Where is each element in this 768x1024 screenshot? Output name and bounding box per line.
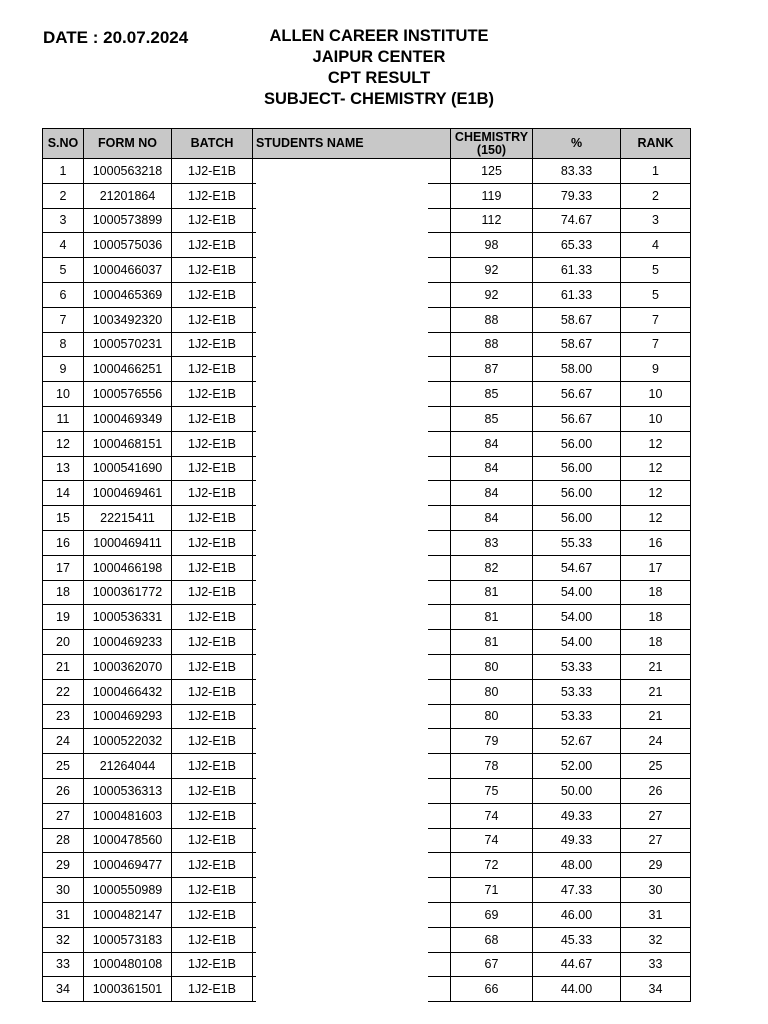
cell-form-no: 1000362070: [84, 654, 172, 679]
cell-batch: 1J2-E1B: [172, 431, 253, 456]
cell-sno: 16: [43, 530, 84, 555]
cell-sno: 29: [43, 853, 84, 878]
cell-sno: 13: [43, 456, 84, 481]
cell-sno: 31: [43, 902, 84, 927]
cell-batch: 1J2-E1B: [172, 878, 253, 903]
cell-chemistry-marks: 83: [451, 530, 533, 555]
col-header-batch: BATCH: [172, 129, 253, 159]
center-name: JAIPUR CENTER: [312, 48, 446, 66]
table-header-row: [43, 129, 691, 159]
cell-batch: 1J2-E1B: [172, 630, 253, 655]
cell-sno: 14: [43, 481, 84, 506]
cell-chemistry-marks: 84: [451, 431, 533, 456]
cell-rank: 33: [621, 952, 691, 977]
cell-form-no: 1000469477: [84, 853, 172, 878]
cell-sno: 26: [43, 778, 84, 803]
cell-sno: 25: [43, 754, 84, 779]
cell-rank: 7: [621, 332, 691, 357]
cell-form-no: 1000576556: [84, 382, 172, 407]
cell-percent: 47.33: [533, 878, 621, 903]
cell-form-no: 1000481603: [84, 803, 172, 828]
cell-batch: 1J2-E1B: [172, 481, 253, 506]
cell-sno: 28: [43, 828, 84, 853]
cell-form-no: 1000469411: [84, 530, 172, 555]
cell-chemistry-marks: 72: [451, 853, 533, 878]
cell-rank: 25: [621, 754, 691, 779]
cell-sno: 17: [43, 555, 84, 580]
cell-percent: 56.67: [533, 406, 621, 431]
cell-batch: 1J2-E1B: [172, 233, 253, 258]
cell-form-no: 1000541690: [84, 456, 172, 481]
cell-batch: 1J2-E1B: [172, 902, 253, 927]
cell-form-no: 1000536313: [84, 778, 172, 803]
cell-percent: 49.33: [533, 803, 621, 828]
cell-percent: 74.67: [533, 208, 621, 233]
cell-percent: 44.00: [533, 977, 621, 1002]
cell-rank: 10: [621, 406, 691, 431]
cell-sno: 7: [43, 307, 84, 332]
cell-chemistry-marks: 92: [451, 282, 533, 307]
cell-chemistry-marks: 88: [451, 307, 533, 332]
cell-sno: 4: [43, 233, 84, 258]
cell-form-no: 1000570231: [84, 332, 172, 357]
cell-chemistry-marks: 98: [451, 233, 533, 258]
cell-chemistry-marks: 81: [451, 580, 533, 605]
cell-form-no: 22215411: [84, 506, 172, 531]
cell-sno: 22: [43, 679, 84, 704]
cell-batch: 1J2-E1B: [172, 778, 253, 803]
cell-percent: 83.33: [533, 159, 621, 184]
cell-percent: 54.00: [533, 605, 621, 630]
cell-batch: 1J2-E1B: [172, 704, 253, 729]
cell-batch: 1J2-E1B: [172, 406, 253, 431]
cell-chemistry-marks: 125: [451, 159, 533, 184]
cell-percent: 53.33: [533, 654, 621, 679]
cell-rank: 3: [621, 208, 691, 233]
cell-percent: 54.00: [533, 630, 621, 655]
cell-sno: 5: [43, 258, 84, 283]
cell-sno: 30: [43, 878, 84, 903]
cell-form-no: 1000469233: [84, 630, 172, 655]
cell-percent: 79.33: [533, 183, 621, 208]
cell-rank: 27: [621, 803, 691, 828]
cell-chemistry-marks: 87: [451, 357, 533, 382]
cell-rank: 27: [621, 828, 691, 853]
cell-chemistry-marks: 66: [451, 977, 533, 1002]
cell-percent: 54.67: [533, 555, 621, 580]
cell-percent: 56.00: [533, 506, 621, 531]
cell-chemistry-marks: 78: [451, 754, 533, 779]
cell-percent: 58.00: [533, 357, 621, 382]
cell-form-no: 1000469461: [84, 481, 172, 506]
cell-form-no: 1000465369: [84, 282, 172, 307]
cell-batch: 1J2-E1B: [172, 159, 253, 184]
cell-percent: 61.33: [533, 282, 621, 307]
names-column-blank: [256, 160, 428, 1024]
cell-form-no: 21264044: [84, 754, 172, 779]
cell-chemistry-marks: 84: [451, 481, 533, 506]
cell-chemistry-marks: 92: [451, 258, 533, 283]
cell-rank: 34: [621, 977, 691, 1002]
cell-chemistry-marks: 80: [451, 704, 533, 729]
cell-batch: 1J2-E1B: [172, 183, 253, 208]
cell-form-no: 21201864: [84, 183, 172, 208]
cell-batch: 1J2-E1B: [172, 679, 253, 704]
col-header-sno: S.NO: [43, 129, 84, 159]
cell-form-no: 1000466198: [84, 555, 172, 580]
cell-percent: 56.67: [533, 382, 621, 407]
cell-percent: 56.00: [533, 456, 621, 481]
cell-batch: 1J2-E1B: [172, 258, 253, 283]
cell-rank: 9: [621, 357, 691, 382]
cell-batch: 1J2-E1B: [172, 580, 253, 605]
cell-form-no: 1000466432: [84, 679, 172, 704]
cell-sno: 19: [43, 605, 84, 630]
cell-rank: 17: [621, 555, 691, 580]
cell-batch: 1J2-E1B: [172, 332, 253, 357]
cell-sno: 18: [43, 580, 84, 605]
cell-form-no: 1000573899: [84, 208, 172, 233]
cell-percent: 45.33: [533, 927, 621, 952]
cell-chemistry-marks: 85: [451, 382, 533, 407]
cell-percent: 55.33: [533, 530, 621, 555]
cell-percent: 56.00: [533, 431, 621, 456]
cell-form-no: 1000522032: [84, 729, 172, 754]
cell-chemistry-marks: 71: [451, 878, 533, 903]
chemistry-title: CHEMISTRY: [454, 129, 529, 144]
cell-form-no: 1000482147: [84, 902, 172, 927]
cell-sno: 24: [43, 729, 84, 754]
cell-rank: 26: [621, 778, 691, 803]
cell-chemistry-marks: 88: [451, 332, 533, 357]
cell-percent: 44.67: [533, 952, 621, 977]
cell-percent: 50.00: [533, 778, 621, 803]
cell-rank: 12: [621, 506, 691, 531]
cell-batch: 1J2-E1B: [172, 208, 253, 233]
cell-sno: 32: [43, 927, 84, 952]
cell-sno: 2: [43, 183, 84, 208]
cell-rank: 31: [621, 902, 691, 927]
cell-form-no: 1000478560: [84, 828, 172, 853]
cell-chemistry-marks: 74: [451, 828, 533, 853]
result-title: CPT RESULT: [327, 69, 431, 87]
cell-rank: 29: [621, 853, 691, 878]
cell-chemistry-marks: 119: [451, 183, 533, 208]
cell-form-no: 1000466037: [84, 258, 172, 283]
cell-form-no: 1000536331: [84, 605, 172, 630]
cell-chemistry-marks: 80: [451, 654, 533, 679]
cell-form-no: 1000573183: [84, 927, 172, 952]
cell-batch: 1J2-E1B: [172, 555, 253, 580]
cell-batch: 1J2-E1B: [172, 357, 253, 382]
cell-form-no: 1000468151: [84, 431, 172, 456]
cell-sno: 10: [43, 382, 84, 407]
cell-batch: 1J2-E1B: [172, 952, 253, 977]
cell-sno: 6: [43, 282, 84, 307]
cell-sno: 20: [43, 630, 84, 655]
cell-rank: 1: [621, 159, 691, 184]
cell-rank: 12: [621, 431, 691, 456]
col-header-students-name: STUDENTS NAME: [253, 129, 451, 159]
cell-rank: 21: [621, 654, 691, 679]
cell-batch: 1J2-E1B: [172, 828, 253, 853]
cell-rank: 10: [621, 382, 691, 407]
cell-batch: 1J2-E1B: [172, 977, 253, 1002]
cell-batch: 1J2-E1B: [172, 307, 253, 332]
cell-form-no: 1000469349: [84, 406, 172, 431]
cell-rank: 2: [621, 183, 691, 208]
cell-percent: 56.00: [533, 481, 621, 506]
cell-rank: 18: [621, 580, 691, 605]
cell-form-no: 1000469293: [84, 704, 172, 729]
cell-sno: 21: [43, 654, 84, 679]
cell-batch: 1J2-E1B: [172, 927, 253, 952]
cell-chemistry-marks: 84: [451, 456, 533, 481]
result-date: DATE : 20.07.2024: [43, 28, 189, 47]
cell-chemistry-marks: 112: [451, 208, 533, 233]
cell-chemistry-marks: 81: [451, 605, 533, 630]
cell-sno: 34: [43, 977, 84, 1002]
cell-batch: 1J2-E1B: [172, 282, 253, 307]
cell-form-no: 1000550989: [84, 878, 172, 903]
cell-rank: 21: [621, 704, 691, 729]
cell-chemistry-marks: 68: [451, 927, 533, 952]
cell-chemistry-marks: 74: [451, 803, 533, 828]
cell-rank: 12: [621, 481, 691, 506]
cell-chemistry-marks: 67: [451, 952, 533, 977]
cell-rank: 21: [621, 679, 691, 704]
cell-form-no: 1003492320: [84, 307, 172, 332]
cell-percent: 53.33: [533, 679, 621, 704]
cell-sno: 27: [43, 803, 84, 828]
cell-percent: 52.67: [533, 729, 621, 754]
cell-chemistry-marks: 84: [451, 506, 533, 531]
cell-chemistry-marks: 75: [451, 778, 533, 803]
cell-rank: 7: [621, 307, 691, 332]
cell-rank: 16: [621, 530, 691, 555]
cell-percent: 49.33: [533, 828, 621, 853]
cell-batch: 1J2-E1B: [172, 456, 253, 481]
cell-batch: 1J2-E1B: [172, 853, 253, 878]
cell-percent: 58.67: [533, 307, 621, 332]
cell-batch: 1J2-E1B: [172, 729, 253, 754]
cell-form-no: 1000361772: [84, 580, 172, 605]
col-header-form-no: FORM NO: [84, 129, 172, 159]
cell-form-no: 1000563218: [84, 159, 172, 184]
institute-name: ALLEN CAREER INSTITUTE: [269, 27, 489, 45]
cell-rank: 4: [621, 233, 691, 258]
cell-chemistry-marks: 80: [451, 679, 533, 704]
cell-form-no: 1000575036: [84, 233, 172, 258]
col-header-rank: RANK: [621, 129, 691, 159]
cell-form-no: 1000466251: [84, 357, 172, 382]
cell-sno: 1: [43, 159, 84, 184]
cell-sno: 33: [43, 952, 84, 977]
cell-chemistry-marks: 81: [451, 630, 533, 655]
cell-percent: 46.00: [533, 902, 621, 927]
cell-batch: 1J2-E1B: [172, 382, 253, 407]
cell-percent: 58.67: [533, 332, 621, 357]
cell-sno: 3: [43, 208, 84, 233]
subject-title: SUBJECT- CHEMISTRY (E1B): [263, 90, 495, 108]
cell-rank: 24: [621, 729, 691, 754]
cell-batch: 1J2-E1B: [172, 803, 253, 828]
cell-percent: 53.33: [533, 704, 621, 729]
cell-sno: 9: [43, 357, 84, 382]
cell-rank: 12: [621, 456, 691, 481]
cell-chemistry-marks: 82: [451, 555, 533, 580]
cell-sno: 15: [43, 506, 84, 531]
cell-percent: 61.33: [533, 258, 621, 283]
cell-batch: 1J2-E1B: [172, 506, 253, 531]
cell-batch: 1J2-E1B: [172, 754, 253, 779]
cell-batch: 1J2-E1B: [172, 654, 253, 679]
cell-rank: 30: [621, 878, 691, 903]
cell-sno: 12: [43, 431, 84, 456]
cell-rank: 5: [621, 258, 691, 283]
cell-sno: 8: [43, 332, 84, 357]
chemistry-max-marks: (150): [476, 142, 507, 157]
cell-rank: 32: [621, 927, 691, 952]
document-heading: [229, 26, 529, 110]
cell-sno: 23: [43, 704, 84, 729]
cell-chemistry-marks: 69: [451, 902, 533, 927]
col-header-chemistry: [451, 129, 533, 159]
cell-form-no: 1000361501: [84, 977, 172, 1002]
cell-percent: 54.00: [533, 580, 621, 605]
cell-rank: 5: [621, 282, 691, 307]
cell-chemistry-marks: 85: [451, 406, 533, 431]
cell-form-no: 1000480108: [84, 952, 172, 977]
cell-sno: 11: [43, 406, 84, 431]
cell-chemistry-marks: 79: [451, 729, 533, 754]
cell-batch: 1J2-E1B: [172, 605, 253, 630]
col-header-percent: %: [533, 129, 621, 159]
cell-batch: 1J2-E1B: [172, 530, 253, 555]
cell-percent: 52.00: [533, 754, 621, 779]
cell-percent: 48.00: [533, 853, 621, 878]
cell-rank: 18: [621, 605, 691, 630]
cell-percent: 65.33: [533, 233, 621, 258]
cell-rank: 18: [621, 630, 691, 655]
